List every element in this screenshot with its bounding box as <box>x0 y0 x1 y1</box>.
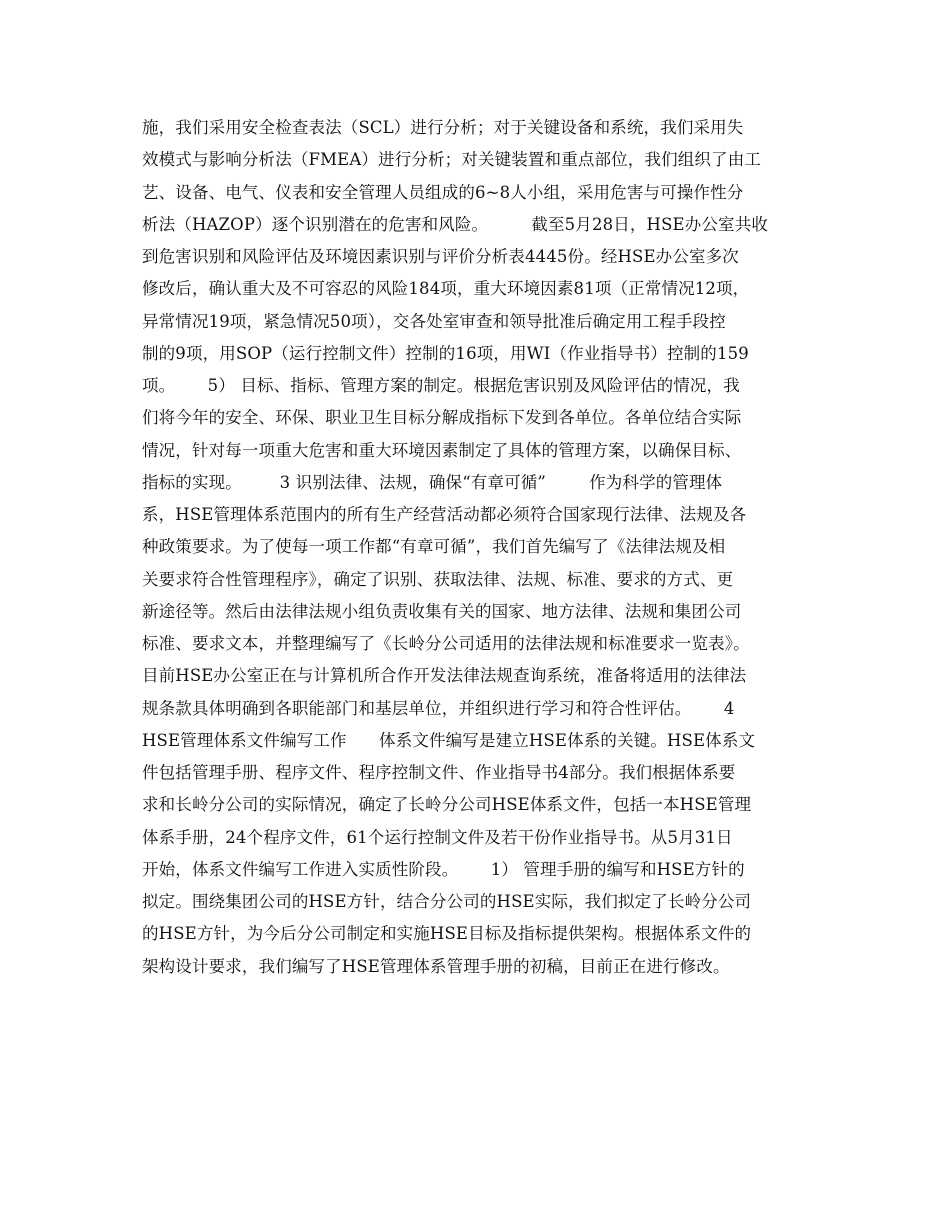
text-line: 拟定。围绕集团公司的HSE方针，结合分公司的HSE实际，我们拟定了长岭分公司 <box>142 892 752 911</box>
text-line: 架构设计要求，我们编写了HSE管理体系管理手册的初稿，目前正在进行修改。 <box>142 956 730 976</box>
text-line: 系，HSE管理体系范围内的所有生产经营活动都必须符合国家现行法律、法规及各 <box>142 505 747 524</box>
text-line: 指标的实现。 3 识别法律、法规，确保“有章可循” 作为科学的管理体 <box>142 472 723 492</box>
text-line: 艺、设备、电气、仪表和安全管理人员组成的6~8人小组，采用危害与可操作性分 <box>142 182 744 202</box>
text-line: 新途径等。然后由法律法规小组负责收集有关的国家、地方法律、法规和集团公司 <box>142 601 742 621</box>
text-line: 体系手册，24个程序文件，61个运行控制文件及若干份作业指导书。从5月31日 <box>142 827 733 847</box>
text-line: 制的9项，用SOP（运行控制文件）控制的16项，用WI（作业指导书）控制的159 <box>142 343 749 363</box>
text-line: 标准、要求文本，并整理编写了《长岭分公司适用的法律法规和标准要求一览表》。 <box>142 634 750 653</box>
text-line: 项。 5） 目标、指标、管理方案的制定。根据危害识别及风险评估的情况，我 <box>142 376 740 395</box>
text-line: 们将今年的安全、环保、职业卫生目标分解成指标下发到各单位。各单位结合实际 <box>142 408 742 428</box>
text-line: HSE管理体系文件编写工作 体系文件编写是建立HSE体系的关键。HSE体系文 <box>142 730 756 750</box>
text-line: 异常情况19项，紧急情况50项），交各处室审查和领导批准后确定用工程手段控 <box>142 311 726 331</box>
text-line: 修改后，确认重大及不可容忍的风险184项，重大环境因素81项（正常情况12项， <box>142 279 750 299</box>
body-text <box>142 112 822 983</box>
text-line: 规条款具体明确到各职能部门和基层单位，并组织进行学习和符合性评估。 4 <box>142 698 735 718</box>
text-line: 件包括管理手册、程序文件、程序控制文件、作业指导书4部分。我们根据体系要 <box>142 763 736 782</box>
text-line: 到危害识别和风险评估及环境因素识别与评价分析表4445份。经HSE办公室多次 <box>142 247 739 266</box>
text-line: 关要求符合性管理程序》，确定了识别、获取法律、法规、标准、要求的方式、更 <box>142 569 734 589</box>
text-line: 的HSE方针，为今后分公司制定和实施HSE目标及指标提供架构。根据体系文件的 <box>142 924 752 944</box>
text-line: 施，我们采用安全检查表法（SCL）进行分析；对于关键设备和系统，我们采用失 <box>142 118 744 137</box>
text-line: 效模式与影响分析法（FMEA）进行分析；对关键装置和重点部位，我们组织了由工 <box>142 150 762 170</box>
text-line: 析法（HAZOP）逐个识别潜在的危害和风险。 截至5月28日，HSE办公室共收 <box>142 214 768 234</box>
text-line: 开始，体系文件编写工作进入实质性阶段。 1） 管理手册的编写和HSE方针的 <box>142 859 745 879</box>
text-line: 情况，针对每一项重大危害和重大环境因素制定了具体的管理方案，以确保目标、 <box>142 440 742 460</box>
text-line: 种政策要求。为了使每一项工作都“有章可循”，我们首先编写了《法律法规及相 <box>142 537 726 557</box>
text-line: 求和长岭分公司的实际情况，确定了长岭分公司HSE体系文件，包括一本HSE管理 <box>142 795 752 815</box>
text-line: 目前HSE办公室正在与计算机所合作开发法律法规查询系统，准备将适用的法律法 <box>142 666 747 686</box>
